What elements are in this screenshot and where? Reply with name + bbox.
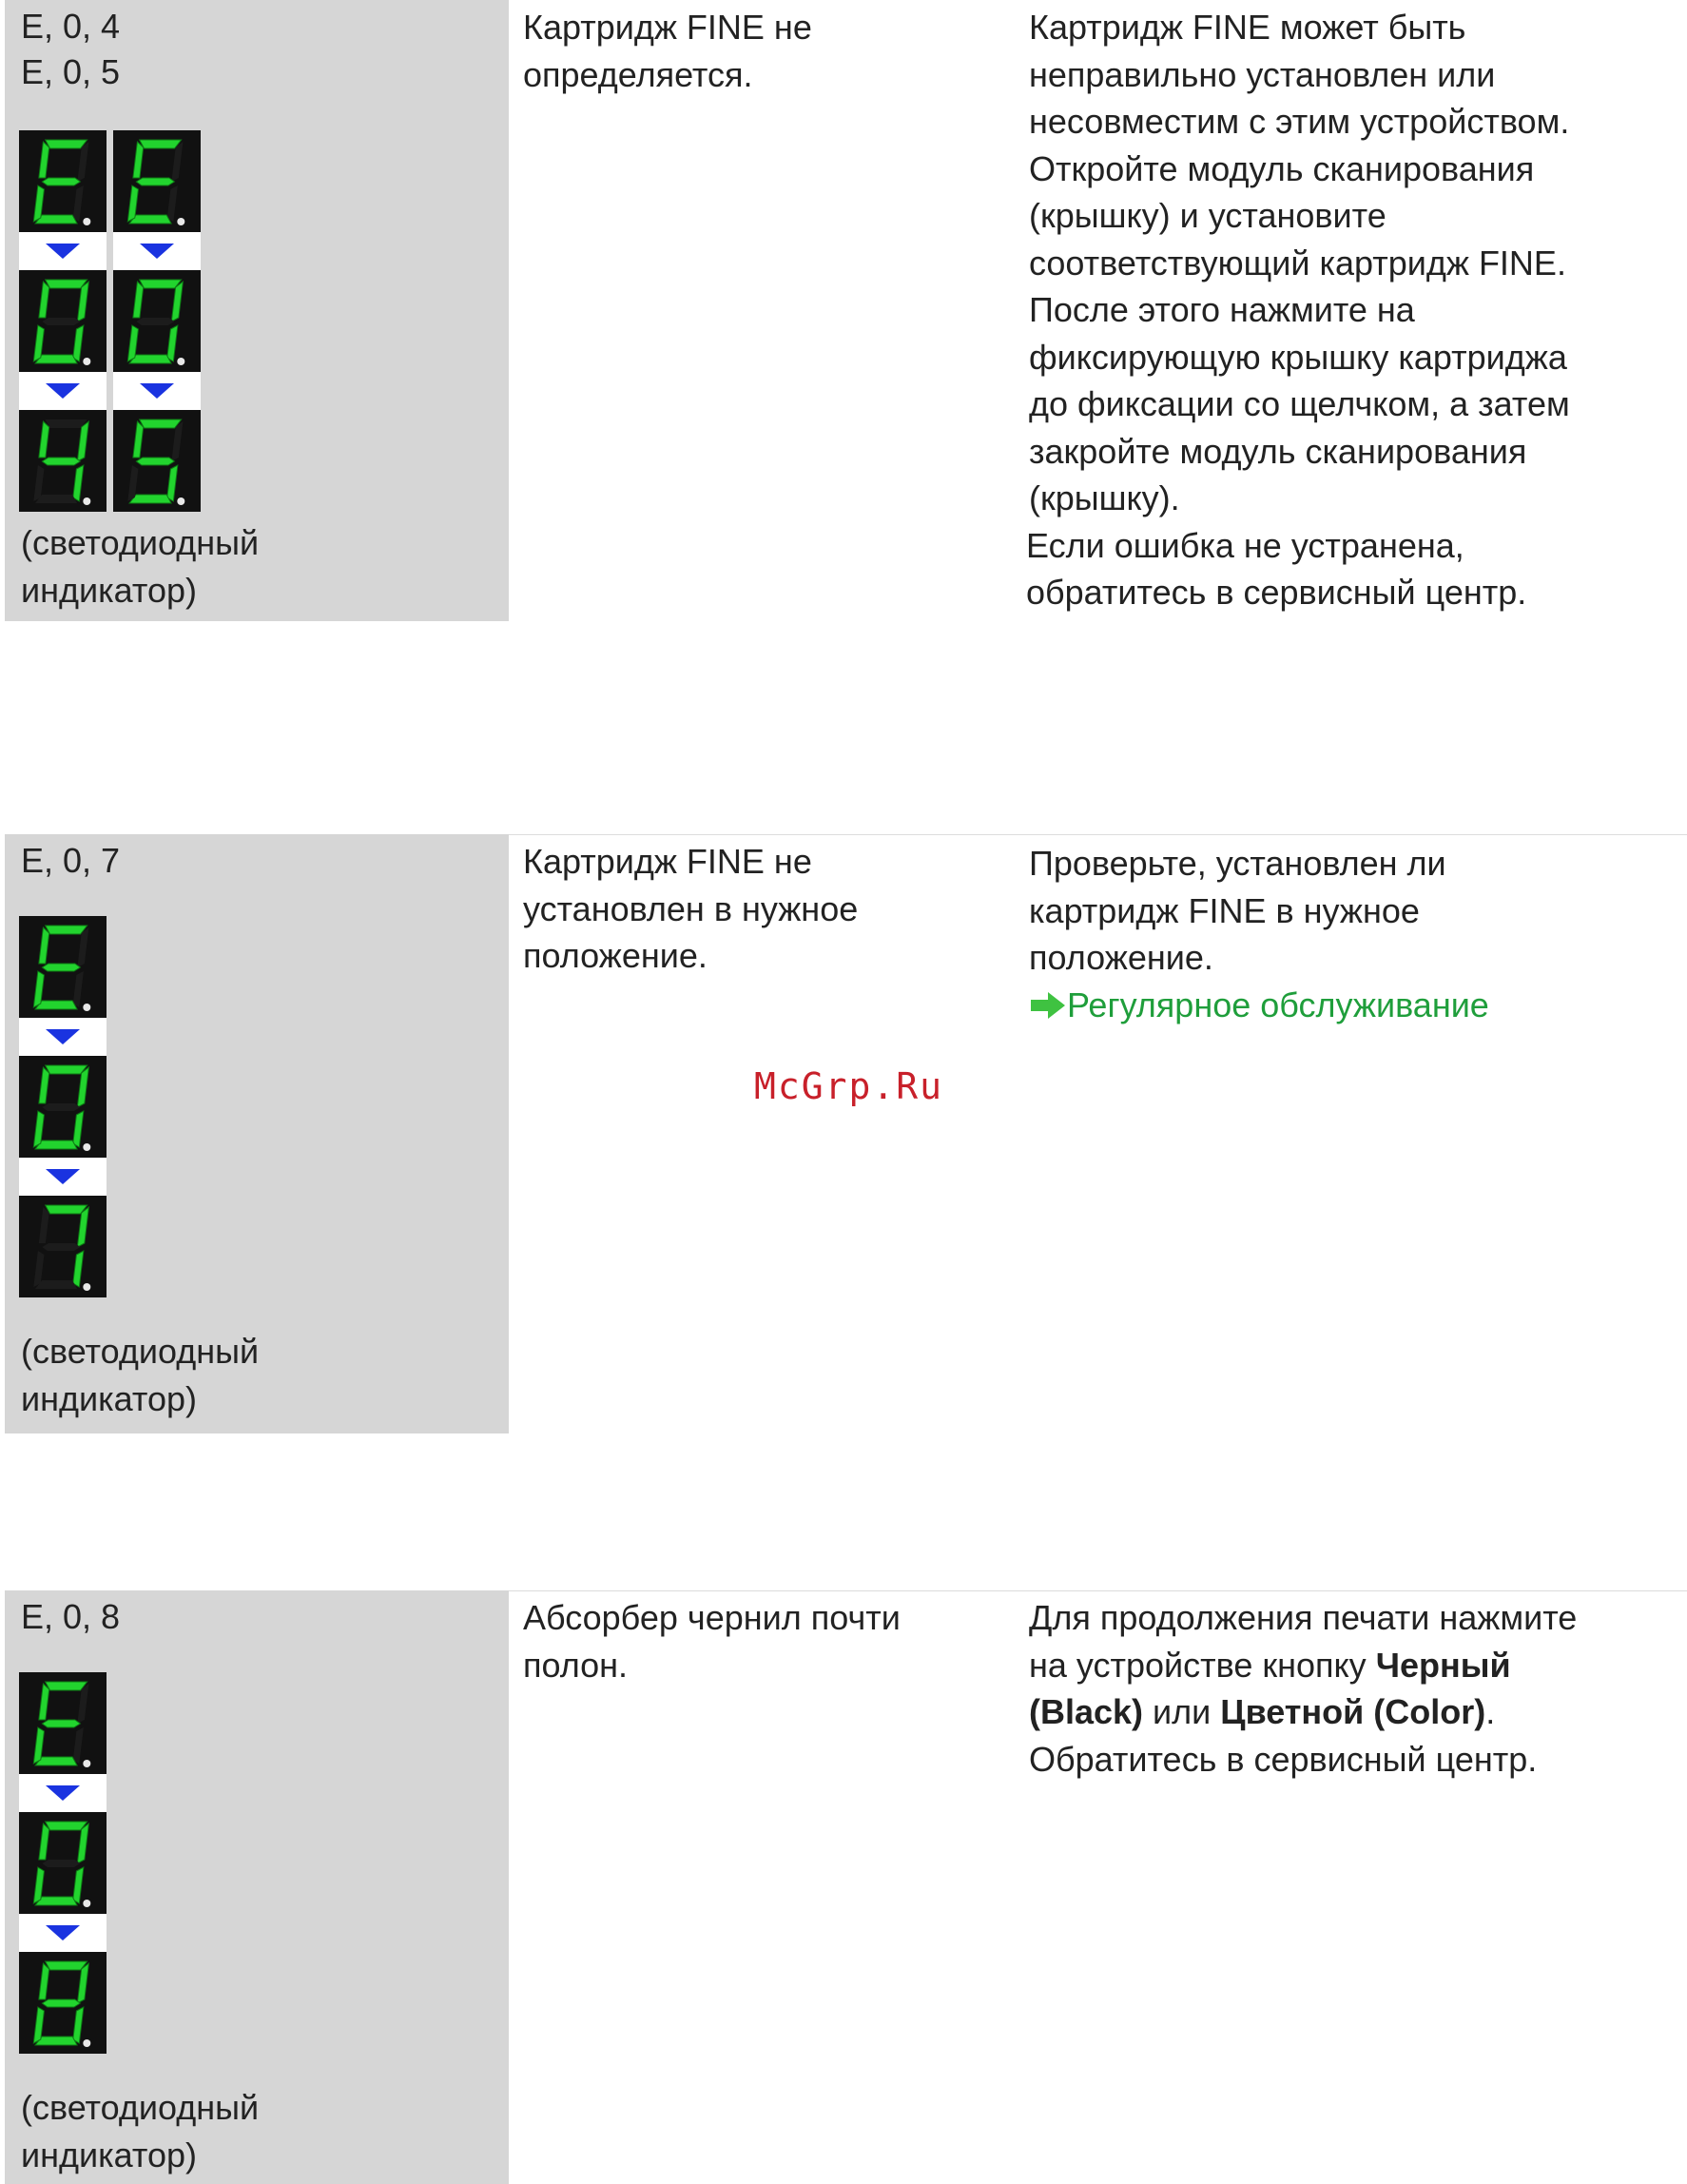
cause-line: Картридж FINE не bbox=[523, 842, 812, 881]
action-line: картридж FINE в нужное bbox=[1029, 890, 1420, 930]
action-line bbox=[1029, 1642, 1577, 1689]
arrow-down-icon bbox=[19, 1774, 107, 1812]
cause-line: полон. bbox=[523, 1645, 629, 1685]
action-line: обратитесь в сервисный центр. bbox=[1026, 573, 1527, 612]
black-button-name: Черный bbox=[1375, 1645, 1511, 1685]
action-line: положение. bbox=[1029, 938, 1213, 977]
arrow-down-icon bbox=[19, 1018, 107, 1056]
action-line: Для продолжения печати нажмите bbox=[1029, 1598, 1578, 1637]
error-code: E, 0, 5 bbox=[21, 52, 121, 91]
led-digit bbox=[19, 916, 107, 1018]
maintenance-link[interactable] bbox=[1029, 982, 1489, 1029]
cause-text bbox=[523, 1594, 901, 1688]
led-digit bbox=[19, 1196, 107, 1297]
action-fragment: . bbox=[1485, 1692, 1496, 1731]
action-fragment: на устройстве кнопку bbox=[1029, 1645, 1376, 1685]
led-digit bbox=[19, 270, 107, 372]
action-line: После этого нажмите на bbox=[1029, 290, 1415, 329]
action-line: Картридж FINE может быть bbox=[1029, 8, 1466, 47]
action-line: Если ошибка не устранена, bbox=[1026, 525, 1464, 565]
action-line: (крышку) и установите bbox=[1029, 196, 1386, 235]
action-line: несовместим с этим устройством. bbox=[1029, 102, 1570, 141]
action-line: неправильно установлен или bbox=[1029, 54, 1496, 94]
arrow-down-icon bbox=[19, 232, 107, 270]
led-digit bbox=[19, 1812, 107, 1914]
color-button-name: Цветной (Color) bbox=[1220, 1692, 1486, 1731]
led-caption: индикатор) bbox=[21, 2135, 197, 2174]
action-line: Проверьте, установлен ли bbox=[1029, 844, 1446, 883]
cause-line: установлен в нужное bbox=[523, 888, 859, 928]
error-code: E, 0, 4 bbox=[21, 7, 121, 46]
led-caption: индикатор) bbox=[21, 1379, 197, 1418]
cause-line: Абсорбер чернил почти bbox=[523, 1598, 901, 1637]
arrow-down-icon bbox=[19, 372, 107, 410]
led-digit bbox=[113, 410, 201, 512]
arrow-down-icon bbox=[19, 1914, 107, 1952]
cause-line: Картридж FINE не bbox=[523, 8, 812, 47]
action-line: фиксирующую крышку картриджа bbox=[1029, 337, 1567, 377]
action-line: (крышку). bbox=[1029, 478, 1180, 517]
led-digit bbox=[19, 410, 107, 512]
led-digit bbox=[113, 130, 201, 232]
error-code: E, 0, 7 bbox=[21, 841, 121, 880]
error-code: E, 0, 8 bbox=[21, 1597, 121, 1636]
led-caption: (светодиодный bbox=[21, 2088, 260, 2127]
led-digit bbox=[113, 270, 201, 372]
action-line: соответствующий картридж FINE. bbox=[1029, 243, 1566, 283]
cause-text bbox=[523, 4, 812, 98]
action-text bbox=[1026, 4, 1570, 616]
led-digit bbox=[19, 1056, 107, 1158]
action-line: Обратитесь в сервисный центр. bbox=[1029, 1739, 1538, 1779]
code-cell bbox=[5, 1590, 509, 2184]
cause-line: положение. bbox=[523, 936, 708, 975]
led-digit bbox=[19, 1672, 107, 1774]
cause-line: определяется. bbox=[523, 54, 753, 94]
action-text bbox=[1029, 840, 1489, 1028]
arrow-down-icon bbox=[113, 232, 201, 270]
led-digit bbox=[19, 130, 107, 232]
maintenance-link-label: Регулярное обслуживание bbox=[1067, 985, 1489, 1024]
black-button-name: (Black) bbox=[1029, 1692, 1144, 1731]
action-line: Откройте модуль сканирования bbox=[1029, 148, 1535, 188]
code-cell bbox=[5, 834, 509, 1433]
arrow-down-icon bbox=[113, 372, 201, 410]
arrow-down-icon bbox=[19, 1158, 107, 1196]
action-line: до фиксации со щелчком, а затем bbox=[1029, 384, 1570, 423]
code-cell bbox=[5, 0, 509, 621]
cause-text bbox=[523, 838, 858, 980]
watermark: McGrp.Ru bbox=[754, 1065, 944, 1107]
action-text bbox=[1029, 1594, 1577, 1783]
arrow-right-icon bbox=[1029, 988, 1067, 1023]
action-line: закройте модуль сканирования bbox=[1029, 431, 1527, 471]
action-fragment: или bbox=[1143, 1692, 1221, 1731]
led-caption: (светодиодный bbox=[21, 523, 260, 562]
action-line bbox=[1029, 1688, 1577, 1736]
led-digit bbox=[19, 1952, 107, 2054]
led-caption: индикатор) bbox=[21, 571, 197, 610]
led-caption: (светодиодный bbox=[21, 1332, 260, 1371]
